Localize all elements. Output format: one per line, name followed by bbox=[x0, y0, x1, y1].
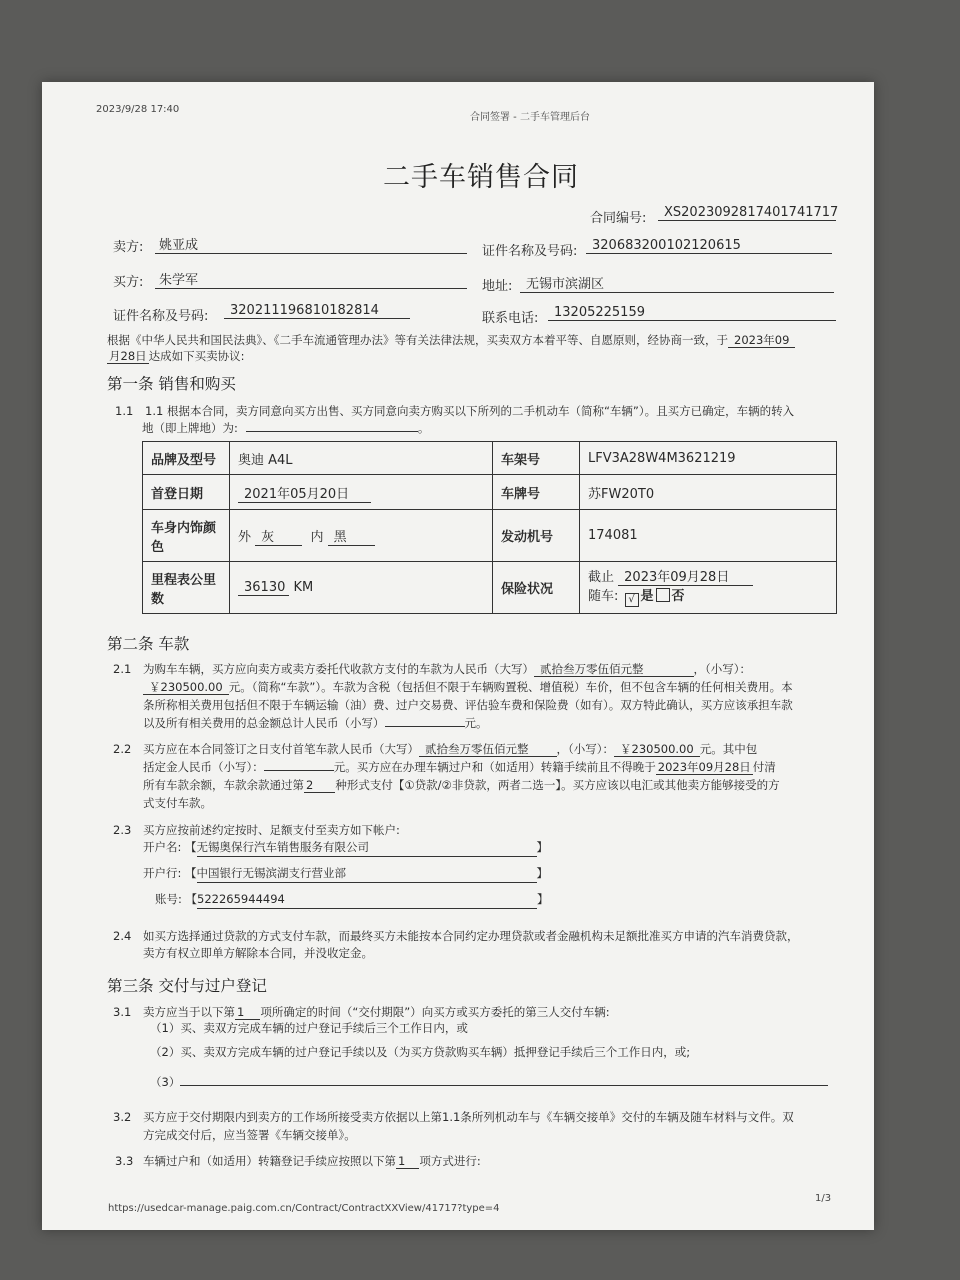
footer-page-number: 1/3 bbox=[815, 1193, 832, 1204]
clause-3-2-num: 3.2 bbox=[113, 1110, 132, 1124]
clause-2-2-amount: ￥230500.00 bbox=[614, 742, 700, 757]
yes-checkbox[interactable]: √ bbox=[625, 593, 639, 607]
intro-line-2: 月28日 达成如下买卖协议: bbox=[109, 349, 245, 363]
clause-3-3-item: 1 bbox=[396, 1154, 419, 1169]
engine-value: 174081 bbox=[580, 510, 837, 562]
intro-date-a: 2023年09 bbox=[728, 333, 795, 348]
buyer-address-label: 地址: bbox=[482, 279, 513, 294]
vehicle-info-table bbox=[142, 441, 837, 614]
document-title: 二手车销售合同 bbox=[383, 162, 579, 193]
color-label: 车身内饰颜色 bbox=[143, 510, 230, 562]
brand-label: 品牌及型号 bbox=[143, 442, 230, 475]
clause-2-2-method: 2 bbox=[304, 778, 335, 793]
clause-2-2-line-3: 所有车款余额，车款余款通过第 2 种形式支付【①贷款/②非贷款，两者二选一】。买方应该以电汇或其他卖方能够接受的方 bbox=[143, 778, 780, 792]
clause-3-2-line-1: 买方应于交付期限内到卖方的工作场所接受卖方依据以上第1.1条所列机动车与《车辆交接单》交付的车辆及随车材料与文件。双 bbox=[143, 1110, 794, 1124]
buyer-phone: 13205225159 bbox=[548, 305, 836, 321]
mileage-value: 36130 bbox=[238, 580, 289, 596]
insurance-label: 保险状况 bbox=[493, 562, 580, 614]
buyer-phone-label: 联系电话: bbox=[482, 311, 539, 326]
mileage-unit: KM bbox=[293, 580, 314, 595]
ins-until-value: 2023年09月28日 bbox=[618, 570, 753, 586]
engine-label: 发动机号 bbox=[493, 510, 580, 562]
mileage-label: 里程表公里数 bbox=[143, 562, 230, 614]
no-checkbox[interactable] bbox=[656, 588, 670, 602]
clause-2-2-line-2: 括定金人民币（小写）： 元。买方应在办理车辆过户和（如适用）转籍手续前且不得晚于 2023年09月28日 付清 bbox=[143, 760, 776, 774]
clause-2-4-num: 2.4 bbox=[113, 929, 132, 943]
account-no: 522265944494 bbox=[197, 890, 537, 909]
clause-2-1-amount-cn: 贰拾叁万零伍佰元整 bbox=[534, 662, 694, 677]
intro-line-1: 根据《中华人民共和国民法典》、《二手车流通管理办法》等有关法律法规，买卖双方本着平等、自愿原则，经协商一致，于 2023年09 bbox=[107, 331, 795, 349]
contract-no-label: 合同编号: bbox=[590, 211, 647, 226]
footer-url: https://usedcar-manage.paig.com.cn/Contract/ContractXXView/41717?type=4 bbox=[108, 1203, 500, 1214]
plate-value: 苏FW20T0 bbox=[580, 475, 837, 510]
bank-name: 中国银行无锡滨湖支行营业部 bbox=[197, 864, 537, 883]
no-label: 否 bbox=[671, 589, 685, 604]
clause-3-1-option-2: （2）买、卖双方完成车辆的过户登记手续以及（为买方贷款购买车辆）抵押登记手续后三个工作日内，或; bbox=[150, 1045, 691, 1059]
print-page-title: 合同签署 - 二手车管理后台 bbox=[470, 112, 590, 123]
clause-2-2-line-1: 买方应在本合同签订之日支付首笔车款人民币（大写） 贰拾叁万零伍佰元整 ，（小写）： ￥230500.00 元。其中包 bbox=[143, 742, 758, 756]
contract-no-value: XS2023092817401741717 bbox=[658, 205, 836, 221]
clause-2-4-line-1: 如买方选择通过贷款的方式支付车款，而最终买方未能按本合同约定办理贷款或者金融机构未足额批准买方申请的汽车消费贷款， bbox=[143, 929, 799, 943]
seller-label: 卖方: bbox=[113, 240, 144, 255]
clause-2-2-amount-cn: 贰拾叁万零伍佰元整 bbox=[419, 742, 557, 757]
plate-label: 车牌号 bbox=[493, 475, 580, 510]
buyer-address: 无锡市滨湖区 bbox=[520, 273, 834, 293]
clause-2-1-line-1: 为购车车辆，买方应向卖方或卖方委托代收款方支付的车款为人民币（大写） 贰拾叁万零伍佰元整 ，（小写）： bbox=[143, 662, 751, 676]
buyer-id: 320211196810182814 bbox=[224, 303, 410, 319]
int-color-prefix: 内 bbox=[310, 530, 324, 545]
yes-label: 是 bbox=[640, 589, 654, 604]
print-datetime: 2023/9/28 17:40 bbox=[96, 104, 180, 115]
account-name-row: 开户名: 【无锡奥保行汽车销售服务有限公司 】 bbox=[143, 838, 548, 857]
ins-until-label: 截止 bbox=[588, 570, 615, 585]
clause-3-1-option-3: （3） bbox=[150, 1073, 828, 1091]
buyer-id-label: 证件名称及号码: bbox=[113, 309, 209, 324]
ext-color: 灰 bbox=[255, 530, 302, 546]
vin-value: LFV3A28W4M3621219 bbox=[580, 442, 837, 475]
clause-2-1-amount: ￥230500.00 bbox=[143, 680, 229, 695]
clause-2-1-line-2: ￥230500.00 元。（简称“车款”）。车款为含税（包括但不限于车辆购置税、增值税）车价，但不包含车辆的任何相关费用。本 bbox=[143, 678, 793, 696]
clause-3-1-item: 1 bbox=[235, 1005, 260, 1020]
section-2-title: 第二条 车款 bbox=[107, 635, 190, 653]
ext-color-prefix: 外 bbox=[238, 530, 252, 545]
clause-1-1-line-2: 地（即上牌地）为: 。 bbox=[142, 421, 430, 435]
clause-2-4-line-2: 卖方有权立即单方解除本合同，并没收定金。 bbox=[143, 946, 373, 960]
clause-2-2-date: 2023年09月28日 bbox=[657, 760, 751, 774]
seller-id-label: 证件名称及号码: bbox=[482, 244, 578, 259]
first-reg-value: 2021年05月20日 bbox=[238, 487, 371, 503]
account-name: 无锡奥保行汽车销售服务有限公司 bbox=[197, 838, 537, 857]
clause-3-1-option-1: （1）买、卖双方完成车辆的过户登记手续后三个工作日内，或 bbox=[150, 1021, 468, 1035]
bank-row: 开户行: 【中国银行无锡滨湖支行营业部 】 bbox=[143, 864, 548, 883]
seller-name: 姚亚成 bbox=[155, 234, 467, 254]
clause-3-3-line-1: 车辆过户和（如适用）转籍登记手续应按照以下第 1 项方式进行: bbox=[143, 1154, 481, 1168]
clause-3-2-line-2: 方完成交付后，应当签署《车辆交接单》。 bbox=[143, 1128, 356, 1142]
clause-2-2-num: 2.2 bbox=[113, 742, 132, 756]
clause-2-1-line-3: 条所称相关费用包括但不限于车辆运输（油）费、过户交易费、评估验车费和保险费（如有）。双方特此确认，买方应该承担车款 bbox=[143, 698, 793, 712]
clause-1-1-num: 1.1 bbox=[115, 404, 134, 418]
account-no-row: 账号: 【522265944494 】 bbox=[155, 890, 549, 909]
first-reg-label: 首登日期 bbox=[143, 475, 230, 510]
section-3-title: 第三条 交付与过户登记 bbox=[107, 977, 267, 995]
clause-2-3-num: 2.3 bbox=[113, 823, 132, 837]
int-color: 黑 bbox=[328, 530, 375, 546]
intro-date-b: 月28日 bbox=[109, 349, 147, 363]
section-1-title: 第一条 销售和购买 bbox=[107, 375, 236, 393]
with-car-label: 随车: bbox=[588, 589, 619, 604]
clause-3-1-line-1: 卖方应当于以下第 1 项所确定的时间（“交付期限”）向买方或买方委托的第三人交付车辆: bbox=[143, 1005, 610, 1019]
clause-2-1-num: 2.1 bbox=[113, 662, 132, 676]
buyer-label: 买方: bbox=[113, 275, 144, 290]
clause-1-1-line-1: 1.1 根据本合同，卖方同意向买方出售、买方同意向卖方购买以下所列的二手机动车（简称“车辆”）。且买方已确定，车辆的转入 bbox=[145, 404, 795, 418]
brand-value: 奥迪 A4L bbox=[230, 442, 493, 475]
clause-2-2-line-4: 式支付车款。 bbox=[143, 796, 212, 810]
clause-2-1-line-4: 以及所有相关费用的总金额总计人民币（小写） 元。 bbox=[143, 716, 488, 730]
buyer-name: 朱学军 bbox=[155, 269, 467, 289]
vin-label: 车架号 bbox=[493, 442, 580, 475]
seller-id: 320683200102120615 bbox=[586, 238, 832, 254]
clause-3-3-num: 3.3 bbox=[115, 1154, 134, 1168]
clause-2-3-line-1: 买方应按前述约定按时、足额支付至卖方如下帐户: bbox=[143, 823, 400, 837]
clause-3-1-num: 3.1 bbox=[113, 1005, 132, 1019]
